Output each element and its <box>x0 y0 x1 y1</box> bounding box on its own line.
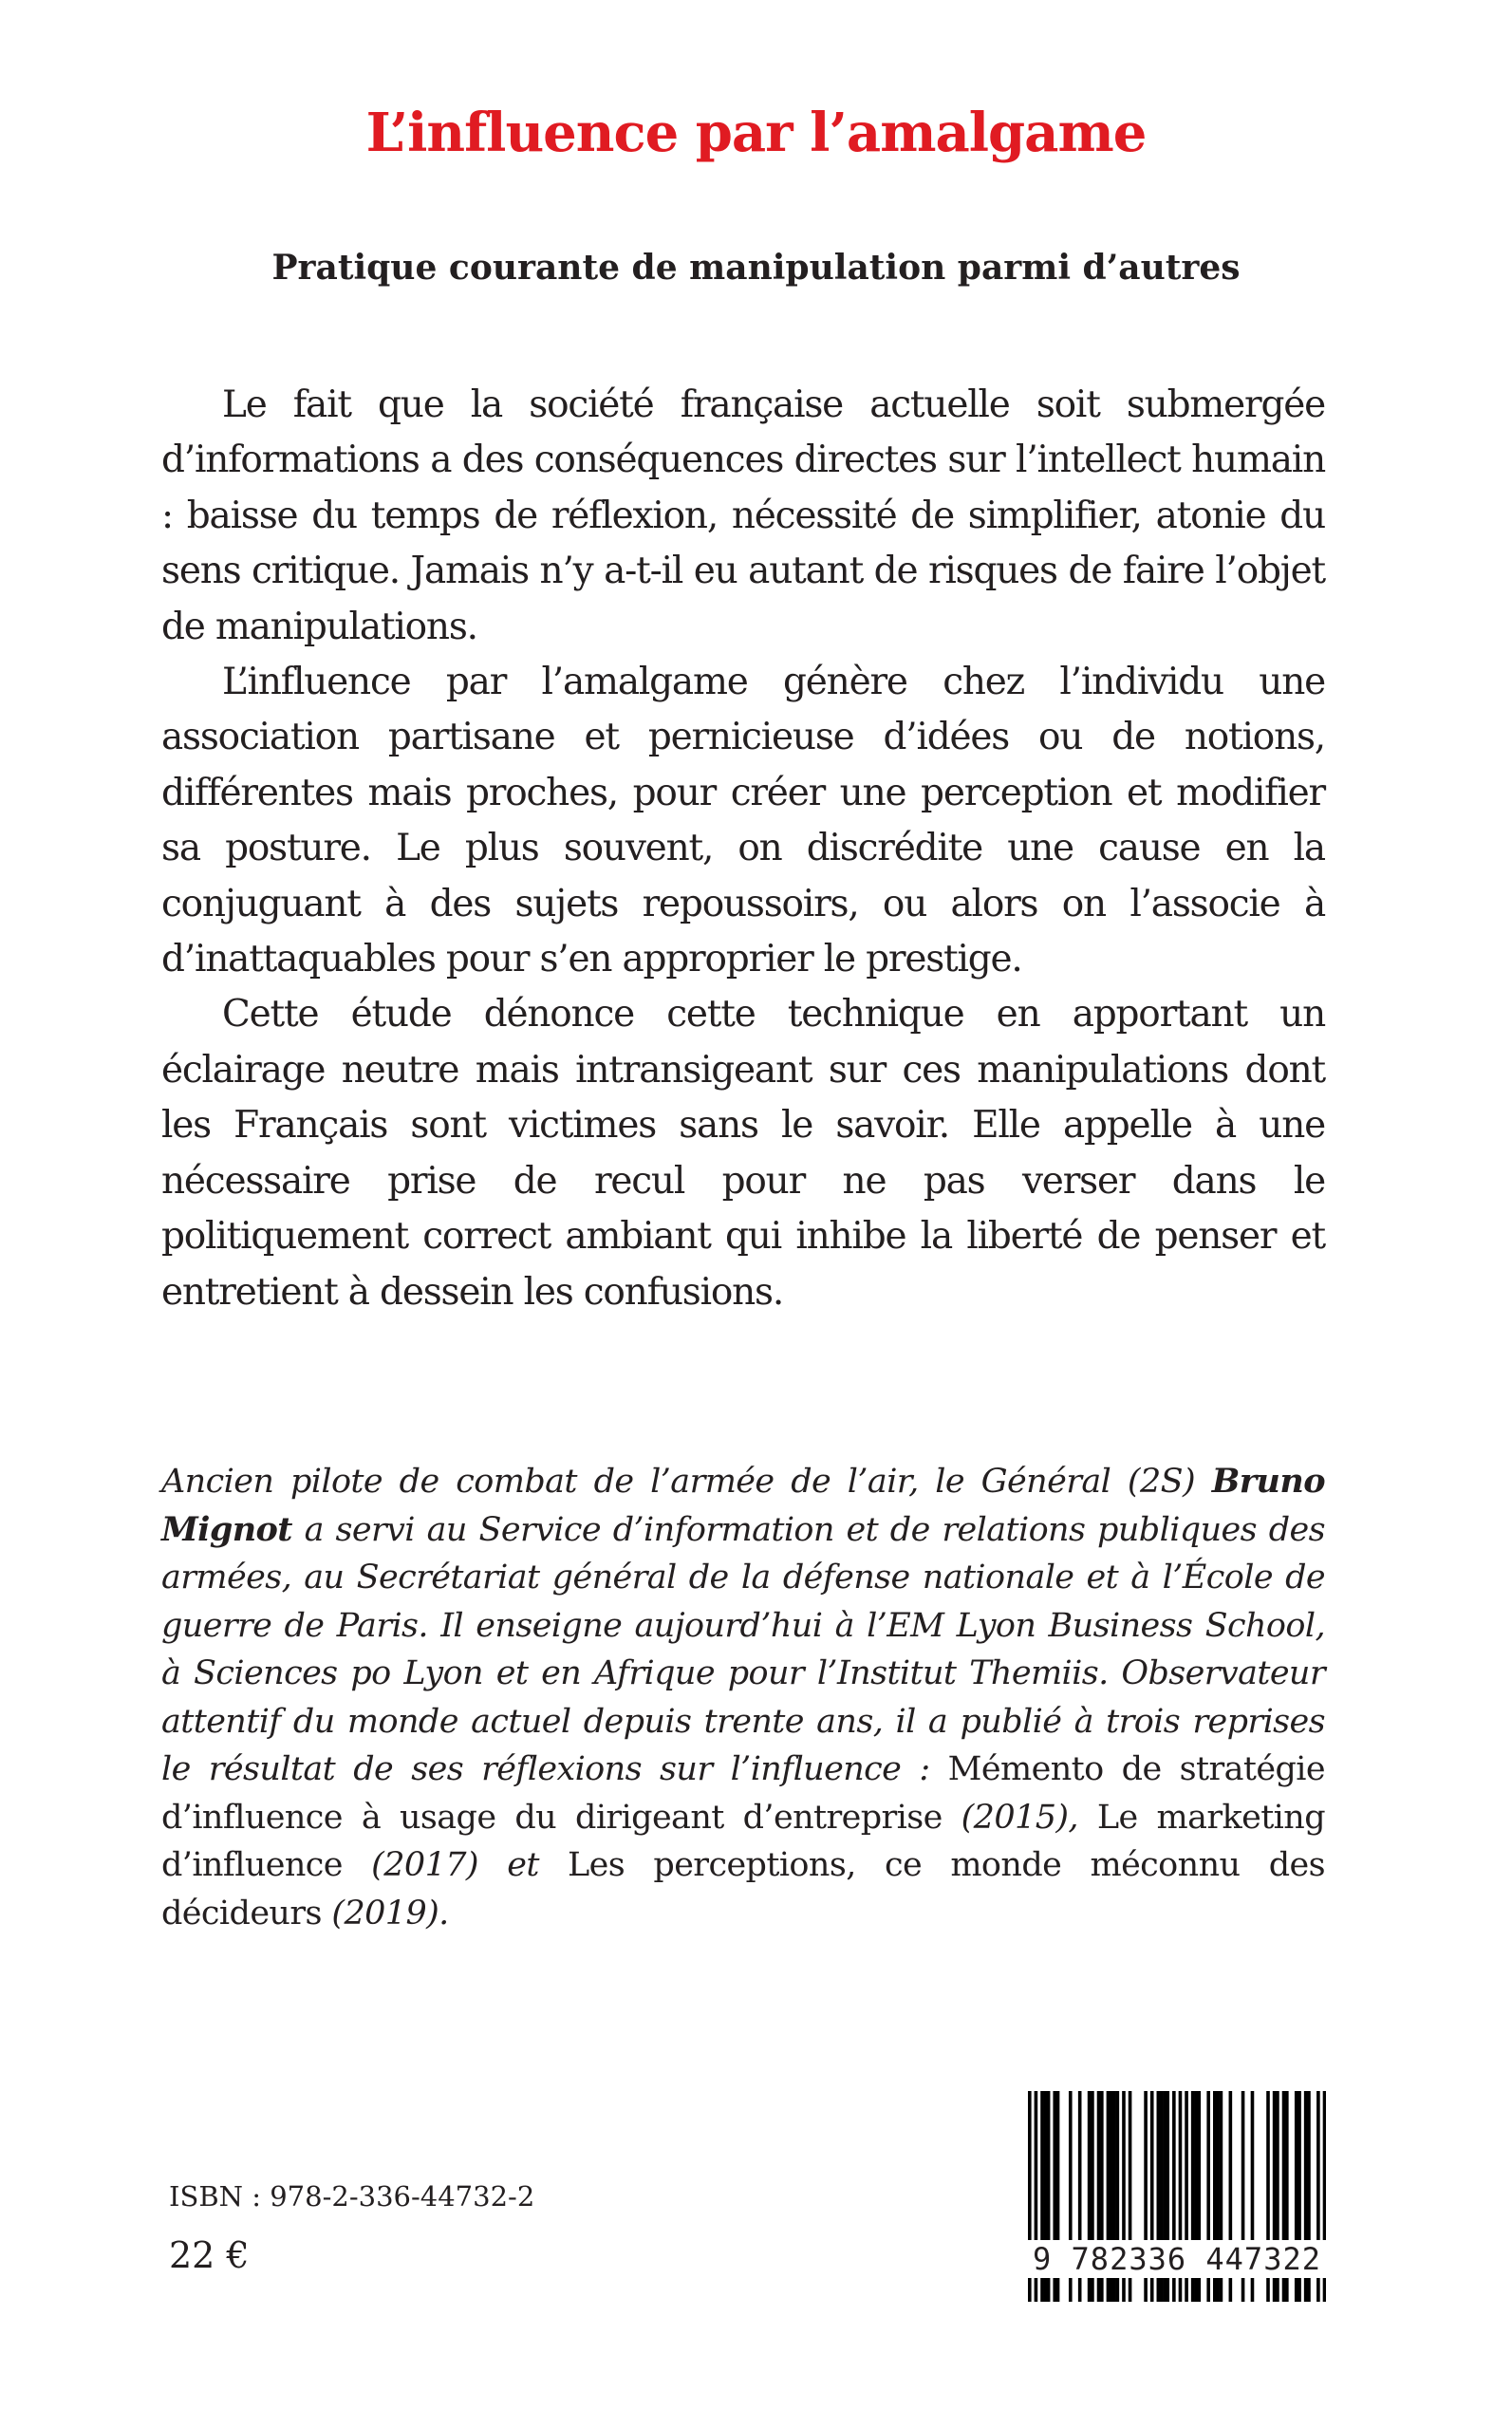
book-year-2: (2017) et <box>342 1846 569 1884</box>
bio-intro: Ancien pilote de combat de l’armée de l’air, le Général (2S) <box>161 1463 1212 1501</box>
author-name: Bruno Mignot <box>161 1462 1325 1549</box>
barcode-digits: 9 782336 447322 <box>1028 2240 1326 2278</box>
book-title-1: Mémento de stratégie d’influence à usage du dirigeant d’entreprise <box>161 1750 1325 1837</box>
book-subtitle: Pratique courante de manipulation parmi d’autres <box>271 248 1241 288</box>
price: 22 € <box>169 2234 250 2276</box>
bio-career: a servi au Service d’information et de relations publiques des armées, au Secrétariat général de la défense nationale et à l’École de guerre de Paris. Il enseigne aujourd’hui à l’EM Lyon Business School, à Sciences po Lyon et en Afrique pour l’Institut Themiis. Observateur attentif du monde actuel depuis trente ans, il a publié à trois reprises le résultat de ses réflexions sur l’influence : <box>161 1510 1325 1788</box>
book-title: L’influence par l’amalgame <box>365 102 1147 164</box>
isbn: ISBN : 978-2-336-44732-2 <box>169 2180 535 2213</box>
author-bio <box>161 1458 1325 1937</box>
book-year-1: (2015), <box>942 1798 1097 1837</box>
book-year-3: (2019). <box>321 1894 449 1933</box>
book-title-2: Le marketing d’influence <box>161 1798 1326 1884</box>
blurb <box>161 378 1325 1320</box>
book-title-3: Les perceptions, ce monde méconnu des décideurs <box>161 1846 1326 1933</box>
blurb-paragraph-1: Le fait que la société française actuelle soit submergée d’informations a des conséquences directes sur l’intellect humain : baisse du temps de réflexion, nécessité de simplifier, atonie du sens critique. Jamais n’y a-t-il eu autant de risques de faire l’objet de manipulations. <box>161 383 1325 648</box>
blurb-paragraph-2: L’influence par l’amalgame génère chez l’individu une association partisane et pernicieuse d’idées ou de notions, différentes mais proches, pour créer une perception et modifier sa posture. Le plus souvent, on discrédite une cause en la conjuguant à des sujets repoussoirs, ou alors on l’associe à d’inattaquables pour s’en approprier le prestige. <box>161 661 1325 981</box>
blurb-paragraph-3: Cette étude dénonce cette technique en apportant un éclairage neutre mais intransigeant sur ces manipulations dont les Français sont victimes sans le savoir. Elle appelle à une nécessaire prise de recul pour ne pas verser dans le politiquement correct ambiant qui inhibe la liberté de penser et entretient à dessein les confusions. <box>161 993 1325 1314</box>
